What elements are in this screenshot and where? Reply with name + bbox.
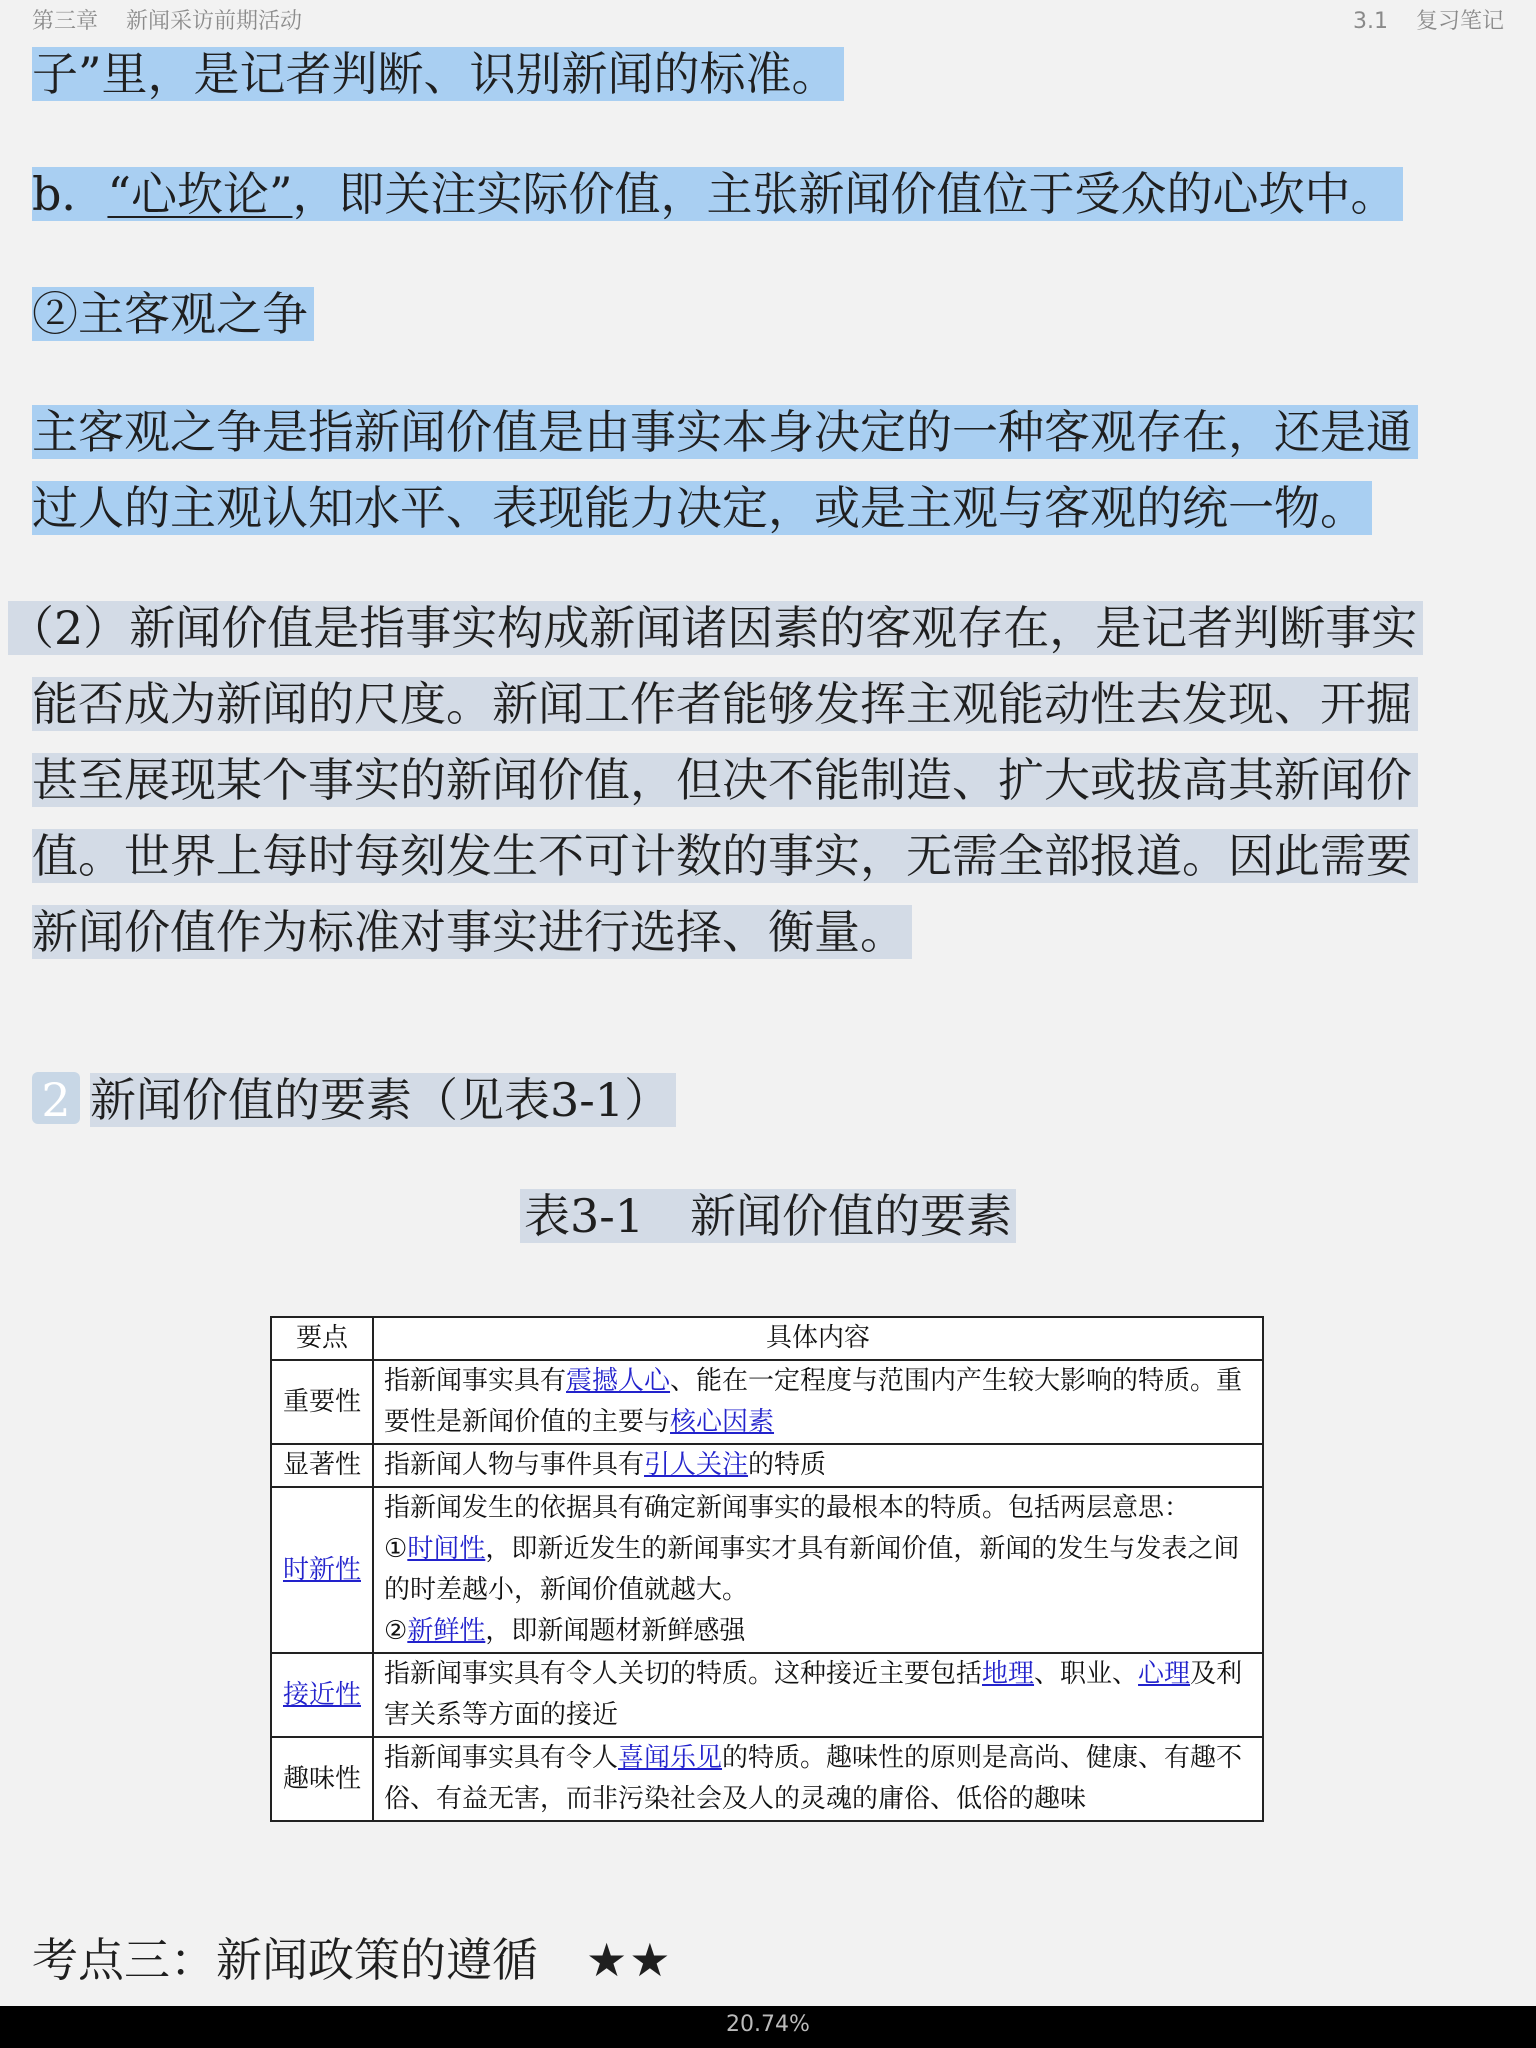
cell-text: 指新闻事实具有 — [384, 1366, 567, 1396]
reader-status-bar — [0, 2006, 1536, 2048]
row-key: 显著性 — [271, 1444, 373, 1487]
chapter-title: 新闻采访前期活动 — [126, 9, 303, 34]
table-caption-text[interactable]: 表3-1 新闻价值的要素 — [520, 1189, 1016, 1243]
cell-text: 的特质 — [748, 1450, 827, 1480]
table-row — [271, 1737, 1263, 1821]
cell-text: 指新闻事实具有令人 — [384, 1743, 619, 1773]
section-number: 3.1 — [1352, 9, 1388, 34]
cell-text: ① — [384, 1534, 408, 1564]
cell-text: 指新闻发生的依据具有确定新闻事实的最根本的特质。包括两层意思： — [384, 1493, 1191, 1523]
row-content — [373, 1360, 1263, 1444]
cell-text: 指新闻人物与事件具有 — [384, 1450, 645, 1480]
table-caption[interactable] — [0, 1188, 1536, 1244]
cell-text: 的特质。趣味性的原则是高尚、健康、有趣不俗、有益无害，而非污染社会及人的灵魂的庸俗、低俗的趣味 — [384, 1743, 1243, 1814]
paragraph-line[interactable] — [32, 166, 1403, 222]
column-header-key: 要点 — [271, 1317, 373, 1360]
row-key: 重要性 — [271, 1360, 373, 1444]
highlight[interactable]: 甚至展现某个事实的新闻价值，但决不能制造、扩大或拔高其新闻价 — [32, 753, 1418, 807]
chapter-number: 第三章 — [32, 9, 99, 34]
term-link[interactable]: 新鲜性 — [407, 1616, 486, 1646]
paragraph-text: ，即关注实际价值，主张新闻价值位于受众的心坎中。 — [292, 167, 1397, 221]
highlight[interactable]: 主客观之争是指新闻价值是由事实本身决定的一种客观存在，还是通 — [32, 405, 1418, 459]
reading-progress: 20.74% — [726, 2012, 810, 2037]
subheading[interactable] — [32, 286, 314, 342]
row-key-link[interactable] — [271, 1653, 373, 1737]
row-content — [373, 1444, 1263, 1487]
paragraph-line[interactable] — [32, 752, 1418, 808]
highlight[interactable]: 能否成为新闻的尺度。新闻工作者能够发挥主观能动性去发现、开掘 — [32, 677, 1418, 731]
paragraph-line[interactable] — [8, 600, 1423, 656]
table-row — [271, 1444, 1263, 1487]
next-section-heading[interactable] — [32, 1932, 672, 1988]
cell-text: ，即新近发生的新闻事实才具有新闻价值，新闻的发生与发表之间的时差越小，新闻价值就越大。 — [384, 1534, 1240, 1605]
section-number-badge: 2 — [32, 1072, 80, 1124]
table-row — [271, 1653, 1263, 1737]
highlight[interactable]: 值。世界上每时每刻发生不可计数的事实，无需全部报道。因此需要 — [32, 829, 1418, 883]
paragraph-line[interactable] — [32, 480, 1372, 536]
highlight[interactable] — [32, 287, 314, 341]
highlight[interactable]: （2）新闻价值是指事实构成新闻诸因素的客观存在，是记者判断事实 — [8, 601, 1423, 655]
table-row — [271, 1360, 1263, 1444]
section-title: 复习笔记 — [1415, 9, 1504, 34]
column-header-content: 具体内容 — [373, 1317, 1263, 1360]
highlight[interactable]: 新闻价值作为标准对事实进行选择、衡量。 — [32, 905, 912, 959]
section-heading-text[interactable]: 新闻价值的要素（见表3-1） — [90, 1073, 676, 1127]
row-key-link[interactable] — [271, 1487, 373, 1653]
circle-number: ② — [32, 287, 78, 341]
paragraph-line[interactable] — [32, 46, 844, 102]
paragraph-line[interactable] — [32, 828, 1418, 884]
cell-text: 及利害关系等方面的接近 — [384, 1659, 1243, 1730]
highlight[interactable]: 过人的主观认知水平、表现能力决定，或是主观与客观的统一物。 — [32, 481, 1372, 535]
chapter-label — [32, 4, 302, 35]
table-header-row — [271, 1317, 1263, 1360]
section-heading[interactable] — [32, 1072, 676, 1128]
paragraph-line[interactable] — [32, 404, 1418, 460]
cell-text: 、职业、 — [1034, 1659, 1139, 1689]
row-key: 趣味性 — [271, 1737, 373, 1821]
table-row — [271, 1487, 1263, 1653]
row-content — [373, 1653, 1263, 1737]
term-link[interactable]: 喜闻乐见 — [618, 1743, 723, 1773]
term-link[interactable]: 心理 — [1138, 1659, 1191, 1689]
term-link[interactable]: 核心因素 — [670, 1407, 775, 1437]
star-rating: ★★ — [586, 1933, 673, 1987]
term-link[interactable]: 地理 — [982, 1659, 1035, 1689]
page-header — [32, 4, 1504, 38]
subheading-text: 主客观之争 — [78, 287, 308, 341]
paragraph-line[interactable] — [32, 676, 1418, 732]
row-content — [373, 1487, 1263, 1653]
paragraph-line[interactable] — [32, 904, 912, 960]
term-link[interactable]: “心坎论” — [107, 167, 293, 221]
term-link[interactable]: 震撼人心 — [566, 1366, 671, 1396]
list-marker: b． — [32, 167, 108, 221]
cell-text: ，即新闻题材新鲜感强 — [485, 1616, 746, 1646]
highlight[interactable]: 子”里，是记者判断、识别新闻的标准。 — [32, 47, 844, 101]
row-content — [373, 1737, 1263, 1821]
term-link[interactable]: 引人关注 — [644, 1450, 749, 1480]
term-link[interactable]: 接近性 — [282, 1679, 361, 1710]
cell-text: 指新闻事实具有令人关切的特质。这种接近主要包括 — [384, 1659, 983, 1689]
term-link[interactable]: 时间性 — [407, 1534, 486, 1564]
next-section-title: 考点三：新闻政策的遵循 — [32, 1933, 538, 1987]
cell-text: 、能在一定程度与范围内产生较大影响的特质。重要性是新闻价值的主要与 — [384, 1366, 1243, 1437]
cell-text: ② — [384, 1616, 408, 1646]
section-label — [1353, 4, 1504, 35]
term-link[interactable]: 时新性 — [282, 1554, 361, 1585]
news-value-table — [270, 1316, 1264, 1822]
highlight[interactable] — [32, 167, 1403, 221]
